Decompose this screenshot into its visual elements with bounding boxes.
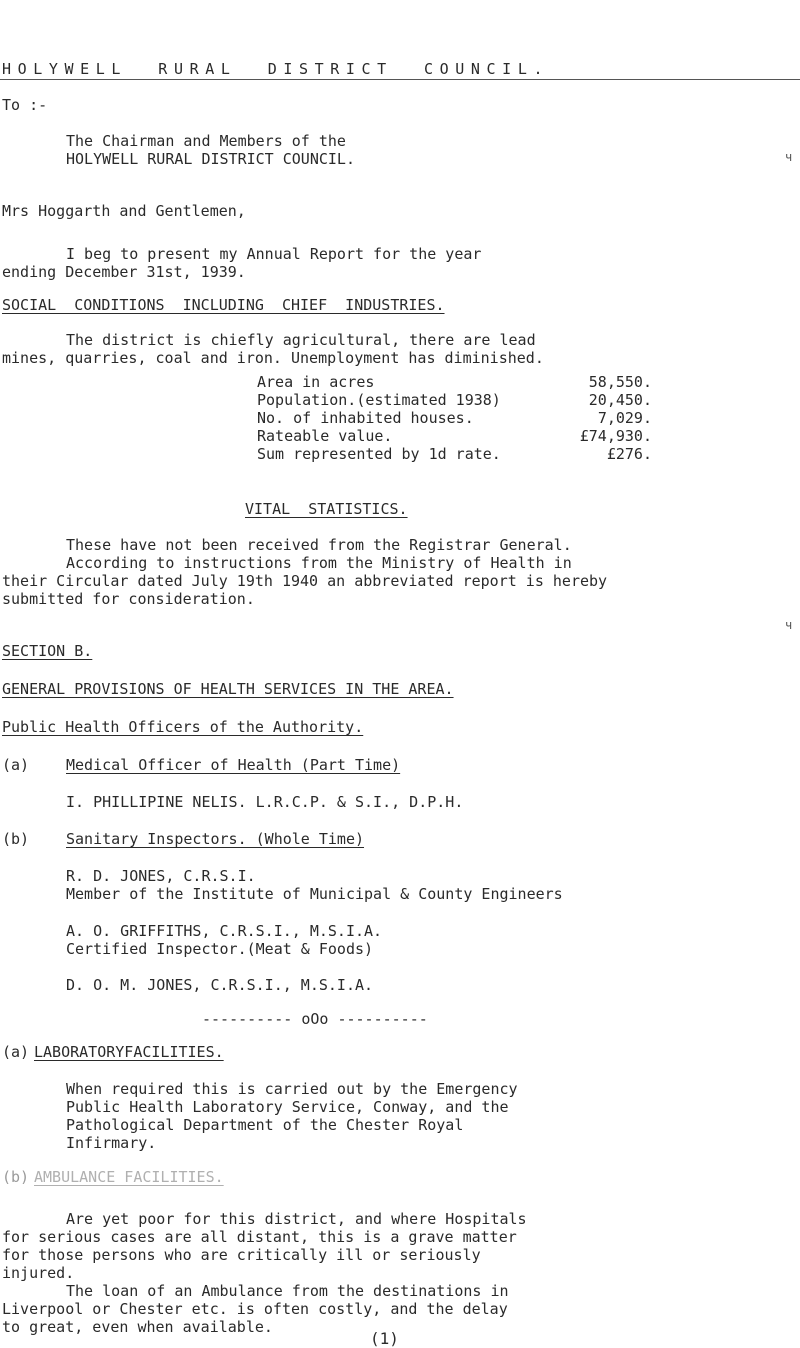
section-b-heading: SECTION B. <box>2 642 93 660</box>
section-b-subheading: GENERAL PROVISIONS OF HEALTH SERVICES IN THE AREA. <box>2 680 454 698</box>
laboratory-line-2: Public Health Laboratory Service, Conway, and the <box>66 1098 509 1116</box>
medical-officer-name: I. PHILLIPINE NELIS. L.R.C.P. & S.I., D.P.H. <box>66 793 464 811</box>
salutation: Mrs Hoggarth and Gentlemen, <box>2 202 246 220</box>
laboratory-line-4: Infirmary. <box>66 1134 157 1152</box>
address-to: To :- <box>2 96 48 114</box>
stat-value: £74,930. <box>579 427 652 445</box>
section-separator: ---------- oOo ---------- <box>202 1010 428 1028</box>
ambulance-line-1: Are yet poor for this district, and where Hospitals <box>66 1210 527 1228</box>
sanitary-inspectors-title: Sanitary Inspectors. (Whole Time) <box>66 830 365 848</box>
vital-line-2: According to instructions from the Ministry of Health in <box>66 554 572 572</box>
social-line-1: The district is chiefly agricultural, there are lead <box>66 331 536 349</box>
medical-officer-title: Medical Officer of Health (Part Time) <box>66 756 401 774</box>
ambulance-heading: AMBULANCE FACILITIES. <box>34 1168 224 1186</box>
inspector-3-name: D. O. M. JONES, C.R.S.I., M.S.I.A. <box>66 976 374 994</box>
stat-value: 58,550. <box>588 373 652 391</box>
item-marker-a: (a) <box>2 756 30 774</box>
page-header-title: HOLYWELL RURAL DISTRICT COUNCIL. <box>2 60 550 78</box>
header-rule <box>0 79 800 80</box>
inspector-1-qualification: Member of the Institute of Municipal & County Engineers <box>66 885 563 903</box>
vital-line-3: their Circular dated July 19th 1940 an abbreviated report is hereby <box>2 572 608 590</box>
stat-label: No. of inhabited houses. <box>257 409 474 427</box>
item-marker-b: (b) <box>2 830 30 848</box>
page-number: (1) <box>370 1329 399 1348</box>
inspector-2-qualification: Certified Inspector.(Meat & Foods) <box>66 940 374 958</box>
inspector-2-name: A. O. GRIFFITHS, C.R.S.I., M.S.I.A. <box>66 922 383 940</box>
vital-line-1: These have not been received from the Registrar General. <box>66 536 572 554</box>
stat-value: 20,450. <box>588 391 652 409</box>
laboratory-marker: (a) <box>2 1043 30 1061</box>
margin-annotation: ч <box>785 618 793 632</box>
address-line-2: HOLYWELL RURAL DISTRICT COUNCIL. <box>66 150 355 168</box>
stat-value: 7,029. <box>597 409 652 427</box>
stat-label: Sum represented by 1d rate. <box>257 445 501 463</box>
stat-label: Area in acres <box>257 373 375 391</box>
inspector-1-name: R. D. JONES, C.R.S.I. <box>66 867 256 885</box>
laboratory-line-3: Pathological Department of the Chester Royal <box>66 1116 464 1134</box>
ambulance-line-3: for those persons who are critically ill or seriously <box>2 1246 481 1264</box>
address-line-1: The Chairman and Members of the <box>66 132 346 150</box>
stat-value: £276. <box>606 445 652 463</box>
officers-heading: Public Health Officers of the Authority. <box>2 718 364 736</box>
ambulance-marker: (b) <box>2 1168 30 1186</box>
ambulance-line-4: injured. <box>2 1264 75 1282</box>
intro-line-2: ending December 31st, 1939. <box>2 263 246 281</box>
margin-annotation: ч <box>785 150 793 164</box>
laboratory-heading: LABORATORYFACILITIES. <box>34 1043 224 1061</box>
ambulance-line-7: to great, even when available. <box>2 1318 273 1336</box>
vital-line-4: submitted for consideration. <box>2 590 255 608</box>
ambulance-line-5: The loan of an Ambulance from the destinations in <box>66 1282 509 1300</box>
social-heading: SOCIAL CONDITIONS INCLUDING CHIEF INDUSTRIES. <box>2 296 445 314</box>
social-line-2: mines, quarries, coal and iron. Unemployment has diminished. <box>2 349 544 367</box>
stat-label: Rateable value. <box>257 427 393 445</box>
vital-heading: VITAL STATISTICS. <box>245 500 408 518</box>
ambulance-line-6: Liverpool or Chester etc. is often costly, and the delay <box>2 1300 508 1318</box>
intro-line-1: I beg to present my Annual Report for the year <box>66 245 482 263</box>
laboratory-line-1: When required this is carried out by the Emergency <box>66 1080 518 1098</box>
stat-label: Population.(estimated 1938) <box>257 391 501 409</box>
ambulance-line-2: for serious cases are all distant, this is a grave matter <box>2 1228 517 1246</box>
